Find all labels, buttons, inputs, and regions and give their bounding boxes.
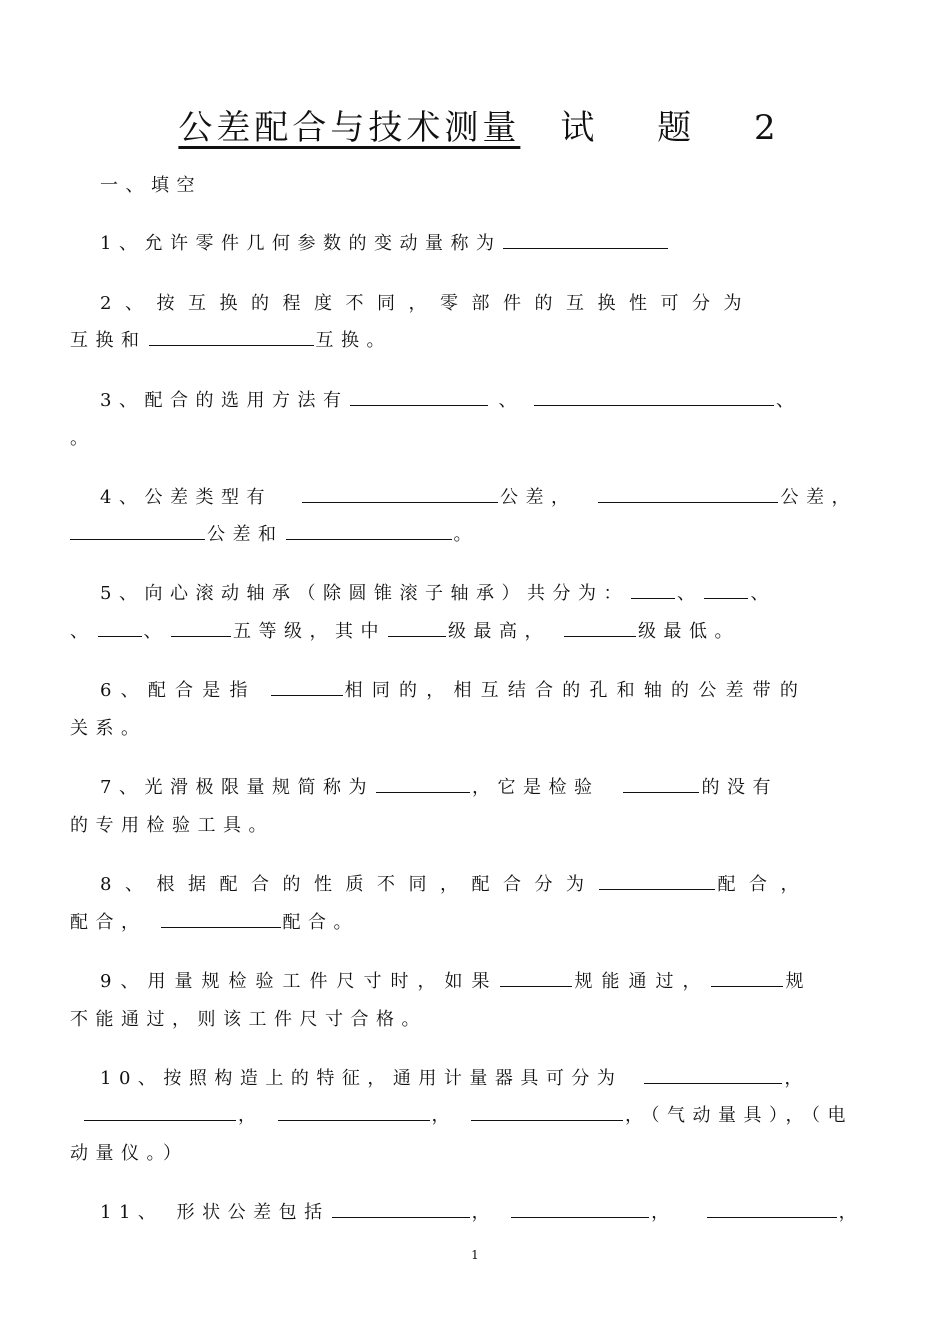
title-sub: 试 题 2 [560,108,802,148]
answer-blank[interactable] [644,1068,782,1084]
question-8-cont: 配合， 配合。 [70,912,359,933]
question-10-cont: ， ， ，（气动量具），（电 [70,1104,853,1128]
question-3: 3、配合的选用方法有 、 、 [100,390,802,411]
answer-blank[interactable] [599,874,715,890]
question-5: 5、向心滚动轴承（除圆锥滚子轴承）共分为： 、 、 [100,583,776,604]
answer-blank[interactable] [503,233,668,249]
question-5-cont: 、 、 五等级，其中 级最高， 级最低。 [70,621,740,642]
question-7: 7、光滑极限量规简称为 ，它是检验 的没有 [100,777,778,798]
answer-blank[interactable] [598,487,778,503]
answer-blank[interactable] [171,621,231,637]
question-3-cont: 。 [70,428,96,449]
question-2: 2、按互换的程度不同，零部件的互换性可分为 [100,293,755,314]
question-4-cont: 公差和 。 [70,523,479,547]
page-number: 1 [471,1248,479,1262]
answer-blank[interactable] [286,524,452,540]
question-4: 4、公差类型有 公差， 公差， [100,487,857,508]
answer-blank[interactable] [704,583,748,599]
answer-blank[interactable] [376,777,470,793]
question-6-cont: 关系。 [70,718,147,739]
answer-blank[interactable] [388,621,446,637]
page-title [0,100,950,149]
question-10-cont2: 动量仪。） [70,1143,189,1164]
answer-blank[interactable] [302,487,498,503]
answer-blank[interactable] [471,1105,623,1121]
answer-blank[interactable] [564,621,636,637]
answer-blank[interactable] [511,1202,649,1218]
answer-blank[interactable] [500,971,572,987]
title-main: 公差配合与技术测量 [178,108,521,148]
answer-blank[interactable] [271,680,343,696]
question-1: 1、允许零件几何参数的变动量称为 [100,232,670,256]
answer-blank[interactable] [631,583,675,599]
question-10: 10、按照构造上的特征，通用计量器具可分为 ， [100,1068,810,1089]
answer-blank[interactable] [161,912,281,928]
question-9: 9、用量规检验工件尺寸时，如果 规能通过， 规 [100,971,813,992]
section-heading: 一、填空 [100,175,202,196]
answer-blank[interactable] [98,621,142,637]
answer-blank[interactable] [350,390,488,406]
answer-blank[interactable] [149,330,314,346]
answer-blank[interactable] [332,1202,470,1218]
question-2-cont: 互换和 互换。 [70,330,392,351]
answer-blank[interactable] [623,777,699,793]
answer-blank[interactable] [84,1105,236,1121]
question-11: 11、 形状公差包括 ， ， ， [100,1202,865,1223]
answer-blank[interactable] [70,524,205,540]
question-9-cont: 不能通过，则该工件尺寸合格。 [70,1009,427,1030]
question-8: 8、根据配合的性质不同，配合分为 配合， [100,874,812,895]
question-6: 6、配合是指 相同的，相互结合的孔和轴的公差带的 [100,680,808,701]
answer-blank[interactable] [278,1105,430,1121]
answer-blank[interactable] [707,1202,837,1218]
answer-blank[interactable] [534,390,774,406]
answer-blank[interactable] [711,971,783,987]
question-7-cont: 的专用检验工具。 [70,815,274,836]
